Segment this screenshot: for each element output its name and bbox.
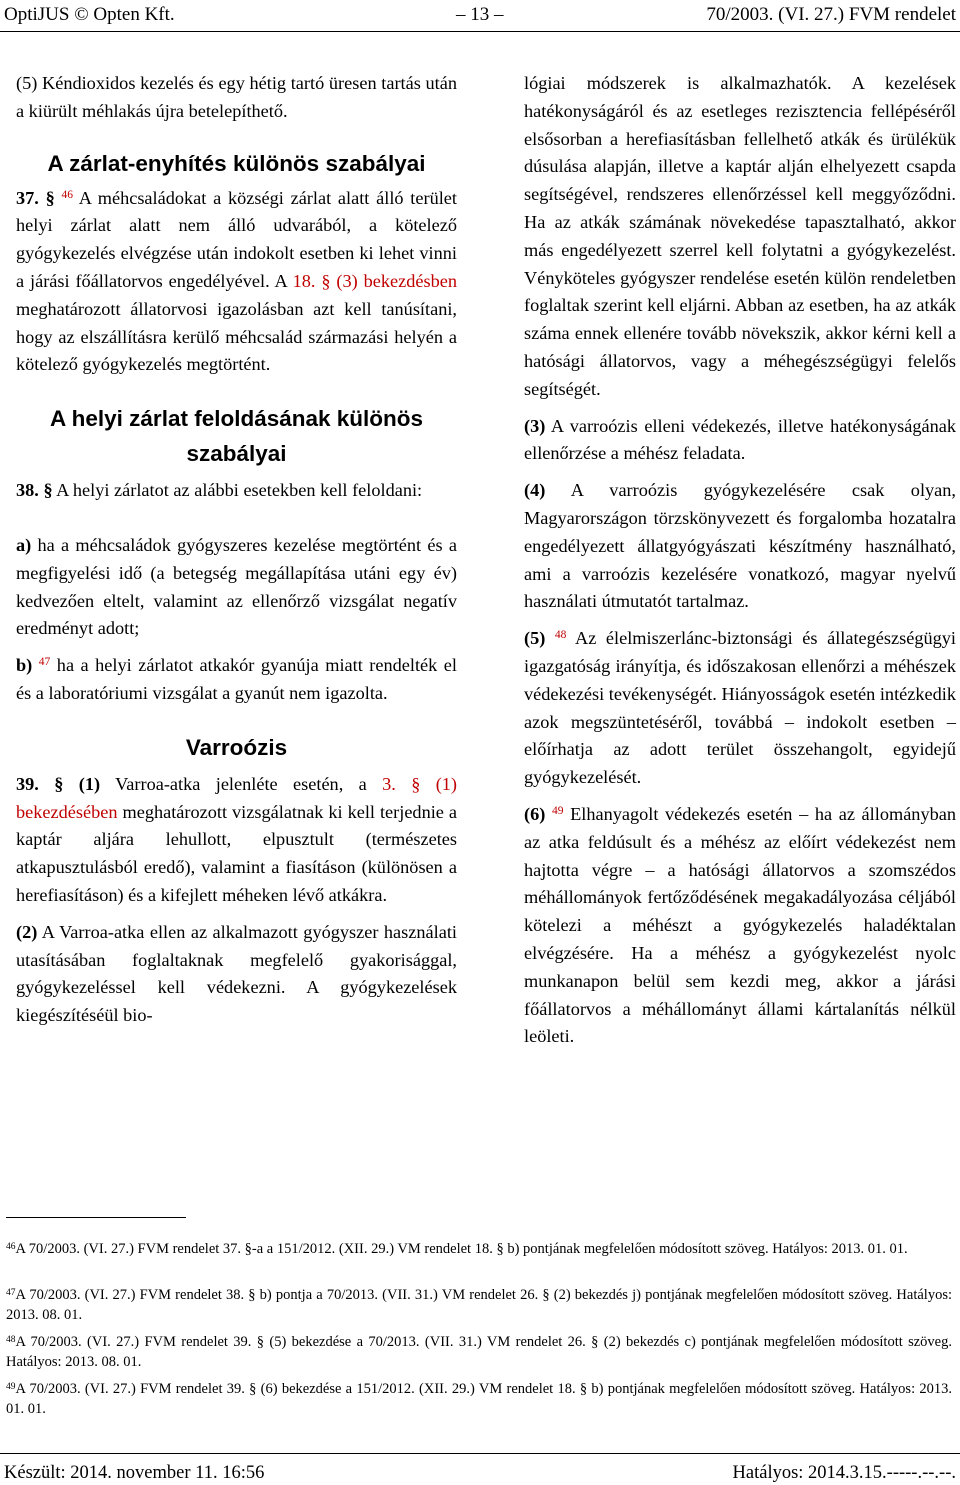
section-39-2	[16, 919, 457, 1030]
footnote-48	[6, 1333, 952, 1372]
section-number: 37.	[16, 187, 39, 208]
footer-rule	[0, 1453, 960, 1454]
section-text: meghatározott vizsgálatnak ki kell terjednie a kaptár aljára lehullott, elpusztult (természetes atkapusztulásból eredő), valamint a fiasításon (különösen a herefiasításon) és a kifejlett méheken lévő atkákra.	[16, 801, 457, 905]
paragraph-5-left	[16, 70, 457, 126]
footnote-text: A 70/2003. (VI. 27.) FVM rendelet 39. § (5) bekezdése a 70/2013. (VII. 31.) VM rendelet 26. § (2) bekezdés c) pontjának megfelelően módosított szöveg. Hatályos: 2013. 08. 01.	[6, 1334, 952, 1370]
point-a	[16, 532, 457, 643]
para-text: Elhanyagolt védekezés esetén – ha az állományban az atka feldúsult és a méhész az előírt védekezést nem hajtotta végre – a hatósági állatorvos a szomszédos méhállományok fertőződésének megakadályozása céljából kötelezi a méhészt a gyógykezelés haladéktalan elvégzésére. Ha a méhész a gyógykezelést nyolc munkanapon belül sem kezdi meg, akkor a járási főállatorvos a méhállományt állami kártalanítás nélkül leöleti.	[524, 803, 956, 1047]
footnote-46	[6, 1240, 952, 1260]
section-sign: §	[45, 187, 55, 208]
section-heading-zarlat-enyhites: A zárlat-enyhítés különös szabályai	[47, 150, 426, 176]
para-number: (3)	[524, 415, 546, 436]
page-header	[4, 2, 956, 28]
para-number: (6)	[524, 803, 546, 824]
footnote-rule	[6, 1217, 186, 1218]
point-label: a)	[16, 534, 32, 555]
left-column	[16, 70, 457, 1030]
footnote-text: A 70/2003. (VI. 27.) FVM rendelet 38. § b) pontja a 70/2013. (VII. 31.) VM rendelet 26. § (2) bekezdés j) pontjának megfelelően módosított szöveg. Hatályos: 2013. 08. 01.	[6, 1287, 952, 1323]
footnote-ref-49[interactable]: 49	[551, 804, 564, 817]
para-number: (4)	[524, 480, 546, 501]
footnote-ref-46[interactable]: 46	[61, 188, 74, 201]
para-text: Kéndioxidos kezelés és egy hétig tartó üresen tartás után a kiürült méhlakás újra betelepíthető.	[16, 73, 457, 121]
cross-ref-link[interactable]: 18. § (3) bekezdésben	[292, 270, 457, 291]
section-number: 39.	[16, 773, 39, 794]
footnote-number: 47	[6, 1288, 16, 1298]
footnote-47	[6, 1286, 952, 1325]
section-39-2-continued: lógiai módszerek is alkalmazhatók. A kezelések hatékonyságáról és az esetleges rezisztencia fellépéséről elsősorban a herefiasításban fellelhető atkák és ürülékük dúsulása alapján, illetve a kaptár alján elhelyezett csapda segítségével, rendszeres ellenőrzéssel kell meggyőződni. Ha az atkák számának növekedése tapasztalható, akkor más engedélyezett szerrel kell folytatni a gyógykezelést. Vényköteles gyógyszer rendelése esetén külön rendeletben foglaltak szerint kell eljárni. Abban az esetben, ha az atkák száma ennek ellenére tovább növekszik, akkor kérni kell a hatósági állatorvos, vagy a méhegészségügyi felelős segítségét.	[524, 73, 956, 399]
para-number: (1)	[78, 773, 101, 794]
header-publisher: OptiJUS © Opten Kft.	[4, 4, 175, 25]
right-column	[524, 70, 956, 1051]
header-regulation: 70/2003. (VI. 27.) FVM rendelet	[706, 4, 956, 25]
section-38	[16, 477, 457, 505]
section-text: A méhcsaládokat a községi zárlat alatt álló terület helyi zárlat alatt nem álló udvarából, a kötelező gyógykezelés elvégzése után indokolt esetben ki lehet vinni a járási főállatorvos engedélyével. A	[16, 187, 458, 291]
section-heading-feloldas: A helyi zárlat feloldásának különös szabályai	[49, 406, 424, 467]
footnote-49	[6, 1380, 952, 1419]
footnote-number: 46	[6, 1242, 16, 1252]
para-number: (5)	[16, 73, 38, 93]
footer-created: Készült: 2014. november 11. 16:56	[4, 1463, 265, 1483]
section-text: A Varroa-atka ellen az alkalmazott gyógyszer használati utasításában foglaltaknak megfelelő gyakorisággal, gyógykezeléssel kell védekezni. A gyógykezelések kiegészítéséül bio-	[16, 921, 457, 1026]
paragraph-4	[524, 477, 956, 616]
paragraph-5	[524, 625, 956, 792]
point-label: b)	[16, 655, 33, 676]
section-text: Varroa-atka jelenléte esetén, a	[115, 773, 367, 794]
footnote-ref-47[interactable]: 47	[38, 656, 51, 669]
para-number: (2)	[16, 921, 38, 942]
paragraph-3	[524, 413, 956, 469]
section-39-1	[16, 771, 457, 910]
point-b	[16, 652, 457, 708]
footnote-text: A 70/2003. (VI. 27.) FVM rendelet 37. §-a a 151/2012. (XII. 29.) VM rendelet 18. § b) pontjának megfelelően módosított szöveg. Hatályos: 2013. 01. 01.	[15, 1241, 908, 1257]
section-text: meghatározott állatorvosi igazolásban azt kell tanúsítani, hogy az elszállításra kerülő méhcsalád származási helyén a kötelező gyógykezelés megtörtént.	[16, 298, 457, 375]
point-text: ha a méhcsaládok gyógyszeres kezelése megtörtént és a megfigyelési idő (a betegség megállapítása utáni egy év) kedvezően eltelt, valamint az ellenőrző vizsgálat negatív eredményt adott;	[16, 534, 457, 639]
footnote-number: 49	[6, 1382, 16, 1392]
para-text: A varroózis gyógykezelésére csak olyan, Magyarországon törzskönyvezett és forgalomba hozatalra engedélyezett állatgyógyászati készítmény használható, ami a varroózis kezelésére vonatkozó, magyar nyelvű használati útmutatót tartalmaz.	[524, 480, 956, 612]
section-sign: §	[43, 480, 53, 501]
point-text: ha a helyi zárlatot atkakór gyanúja miatt rendelték el és a laboratóriumi vizsgálat a gyanút nem igazolta.	[16, 655, 458, 703]
para-number: (5)	[524, 628, 546, 649]
para-text: Az élelmiszerlánc-biztonsági és állategészségügyi igazgatóság irányítja, és időszakosan ellenőrzi a méhészek védekezési tevékenységét. Hiányosságok esetén intézkedik azok megszüntetéséről, továbbá – indokolt esetben – előírhatja az adott terület összehangolt, egyidejű gyógykezelését.	[524, 628, 957, 788]
section-number: 38.	[16, 480, 39, 501]
footer-effective: Hatályos: 2014.3.15.-----.--.--.	[732, 1463, 956, 1483]
header-rule	[0, 31, 960, 32]
footnote-number: 48	[6, 1335, 16, 1345]
section-text: A helyi zárlatot az alábbi esetekben kell feloldani:	[56, 480, 423, 501]
footnote-text: A 70/2003. (VI. 27.) FVM rendelet 39. § (6) bekezdése a 151/2012. (XII. 29.) VM rendelet 18. § b) pontjának megfelelően módosított szöveg. Hatályos: 2013. 01. 01.	[6, 1381, 952, 1417]
paragraph-6	[524, 801, 956, 1051]
section-heading-varroozis: Varroózis	[185, 734, 288, 760]
section-37	[16, 185, 457, 380]
section-sign: §	[54, 773, 64, 794]
header-page-number: – 13 –	[456, 4, 504, 25]
footnote-ref-48[interactable]: 48	[554, 629, 567, 642]
cross-ref-link[interactable]: 3. § (1) bekezdésében	[16, 773, 458, 822]
para-text: A varroózis elleni védekezés, illetve hatékonyságának ellenőrzése a méhész feladata.	[524, 415, 956, 464]
